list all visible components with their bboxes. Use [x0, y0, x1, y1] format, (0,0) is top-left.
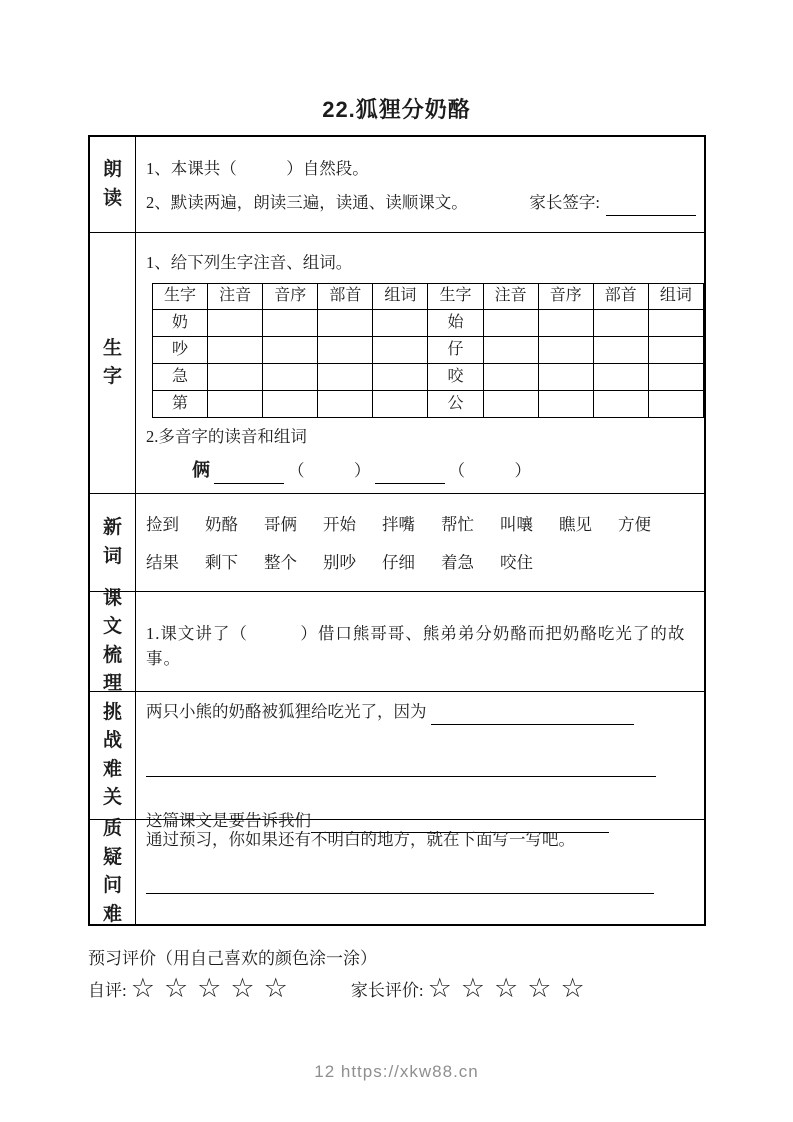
polyphone-line	[192, 457, 704, 484]
polyphone-pinyin-blank-1[interactable]	[214, 465, 284, 483]
word-item: 开始	[323, 515, 356, 534]
star-icon[interactable]: ☆	[230, 973, 255, 1003]
grid-fill-cell[interactable]	[318, 363, 373, 390]
grid-fill-cell[interactable]	[373, 363, 428, 390]
word-list-line-2	[146, 551, 696, 576]
row-challenge	[90, 692, 704, 830]
word-item: 帮忙	[441, 515, 474, 534]
word-item: 方便	[618, 515, 651, 534]
word-item: 叫嚷	[500, 515, 533, 534]
parent-signature-blank[interactable]	[606, 197, 696, 215]
parent-signature-label: 家长签字:	[529, 192, 600, 212]
questions-answer-blank-1[interactable]	[146, 876, 654, 894]
grid-fill-cell[interactable]	[483, 336, 538, 363]
page-footer-url: 12 https://xkw88.cn	[314, 1062, 479, 1081]
grid-character-cell: 仔	[428, 336, 483, 363]
word-item: 拌嘴	[382, 515, 415, 534]
grid-row	[153, 309, 704, 336]
word-item: 着急	[441, 552, 474, 572]
questions-answer-blank-2[interactable]	[146, 907, 658, 925]
star-icon[interactable]: ☆	[427, 973, 452, 1003]
grid-header-cell: 音序	[263, 283, 318, 309]
grid-fill-cell[interactable]	[373, 390, 428, 417]
word-item: 整个	[264, 552, 297, 572]
grid-fill-cell[interactable]	[538, 336, 593, 363]
grid-fill-cell[interactable]	[648, 390, 703, 417]
grid-row	[153, 336, 704, 363]
word-item: 奶酪	[205, 515, 238, 534]
star-icon[interactable]: ☆	[460, 973, 485, 1003]
polyphone-paren-1: （ ）	[288, 460, 371, 480]
grid-fill-cell[interactable]	[648, 336, 703, 363]
grid-character-cell: 第	[153, 390, 208, 417]
grid-fill-cell[interactable]	[318, 390, 373, 417]
grid-row	[153, 390, 704, 417]
grid-header-cell: 注音	[483, 283, 538, 309]
row-text-outline	[90, 587, 704, 694]
word-item: 瞧见	[559, 515, 592, 534]
grid-character-cell: 始	[428, 309, 483, 336]
characters-task-2: 2.多音字的读音和组词	[146, 426, 307, 446]
grid-fill-cell[interactable]	[263, 309, 318, 336]
grid-header-cell: 音序	[538, 283, 593, 309]
star-icon[interactable]: ☆	[560, 973, 585, 1003]
grid-fill-cell[interactable]	[318, 309, 373, 336]
grid-header-cell: 生字	[428, 283, 483, 309]
grid-header-cell: 部首	[593, 283, 648, 309]
row-label-outline: 课文梳理	[90, 592, 136, 691]
grid-character-cell: 急	[153, 363, 208, 390]
grid-character-cell: 公	[428, 390, 483, 417]
grid-fill-cell[interactable]	[593, 336, 648, 363]
grid-fill-cell[interactable]	[538, 390, 593, 417]
challenge-answer-blank-2[interactable]	[146, 759, 656, 777]
grid-fill-cell[interactable]	[593, 363, 648, 390]
grid-fill-cell[interactable]	[648, 309, 703, 336]
star-icon[interactable]: ☆	[197, 973, 222, 1003]
word-list-line-1	[146, 513, 696, 538]
grid-character-cell: 咬	[428, 363, 483, 390]
parent-rating-label: 家长评价:	[350, 981, 424, 1000]
word-item: 别吵	[323, 552, 356, 572]
row-label-words: 新词	[90, 494, 136, 591]
word-item: 捡到	[146, 515, 179, 534]
reading-task-1: 1、本课共（ ）自然段。	[146, 159, 369, 178]
row-label-characters: 生字	[90, 233, 136, 493]
grid-fill-cell[interactable]	[373, 309, 428, 336]
polyphone-character: 俩	[192, 459, 210, 480]
row-new-characters	[90, 233, 704, 494]
challenge-prompt-2: 这篇课文是要告诉我们	[146, 810, 311, 830]
grid-fill-cell[interactable]	[208, 309, 263, 336]
self-rating-label: 自评:	[88, 981, 127, 1000]
word-item: 仔细	[382, 552, 415, 572]
grid-fill-cell[interactable]	[263, 390, 318, 417]
self-rating-stars	[131, 975, 288, 1002]
questions-prompt: 通过预习，你如果还有不明白的地方，就在下面写一写吧。	[146, 830, 575, 849]
worksheet-table	[88, 135, 706, 926]
evaluation-section	[88, 944, 706, 1002]
row-new-words	[90, 494, 704, 592]
grid-header-cell: 组词	[373, 283, 428, 309]
grid-fill-cell[interactable]	[483, 390, 538, 417]
polyphone-paren-2: （ ）	[448, 460, 531, 480]
reading-task-2: 2、默读两遍，朗读三遍，读通、读顺课文。	[146, 192, 468, 212]
character-grid	[152, 283, 704, 418]
star-icon[interactable]: ☆	[163, 973, 189, 1003]
characters-task-1: 1、给下列生字注音、组词。	[146, 253, 353, 272]
grid-fill-cell[interactable]	[208, 336, 263, 363]
grid-fill-cell[interactable]	[483, 363, 538, 390]
row-label-reading: 朗读	[90, 137, 136, 232]
grid-header-cell: 注音	[208, 283, 263, 309]
grid-header-cell: 生字	[153, 283, 208, 309]
grid-fill-cell[interactable]	[373, 336, 428, 363]
grid-character-cell: 吵	[153, 336, 208, 363]
grid-fill-cell[interactable]	[593, 390, 648, 417]
word-item: 哥俩	[264, 515, 297, 534]
challenge-prompt-1: 两只小熊的奶酪被狐狸给吃光了，因为	[146, 702, 427, 721]
polyphone-pinyin-blank-2[interactable]	[375, 465, 445, 483]
grid-fill-cell[interactable]	[208, 363, 263, 390]
grid-header-cell: 部首	[318, 283, 373, 309]
grid-fill-cell[interactable]	[593, 309, 648, 336]
star-icon[interactable]: ☆	[494, 973, 519, 1003]
row-reading-aloud	[90, 137, 704, 233]
parent-rating-stars	[428, 975, 585, 1002]
outline-task-1: 1.课文讲了（ ）借口熊哥哥、熊弟弟分奶酪而把奶酪吃光了的故事。	[146, 624, 686, 668]
star-icon[interactable]: ☆	[130, 973, 155, 1003]
grid-fill-cell[interactable]	[263, 336, 318, 363]
grid-fill-cell[interactable]	[318, 336, 373, 363]
grid-fill-cell[interactable]	[538, 309, 593, 336]
grid-fill-cell[interactable]	[483, 309, 538, 336]
challenge-answer-blank-1[interactable]	[431, 707, 635, 725]
page-title: 22.狐狸分奶酪	[322, 97, 471, 122]
grid-fill-cell[interactable]	[538, 363, 593, 390]
row-label-questions: 质疑问难	[90, 820, 136, 924]
grid-fill-cell[interactable]	[208, 390, 263, 417]
word-item: 结果	[146, 552, 179, 572]
star-icon[interactable]: ☆	[527, 973, 552, 1003]
grid-fill-cell[interactable]	[263, 363, 318, 390]
row-questions	[90, 820, 704, 924]
grid-fill-cell[interactable]	[648, 363, 703, 390]
grid-character-cell: 奶	[153, 309, 208, 336]
evaluation-title: 预习评价（用自己喜欢的颜色涂一涂）	[88, 949, 377, 968]
grid-header-cell: 组词	[648, 283, 703, 309]
word-item: 咬住	[500, 552, 533, 572]
row-label-challenge: 挑战难关	[90, 692, 136, 819]
star-icon[interactable]: ☆	[263, 973, 288, 1003]
grid-row	[153, 363, 704, 390]
word-item: 剩下	[205, 552, 238, 572]
